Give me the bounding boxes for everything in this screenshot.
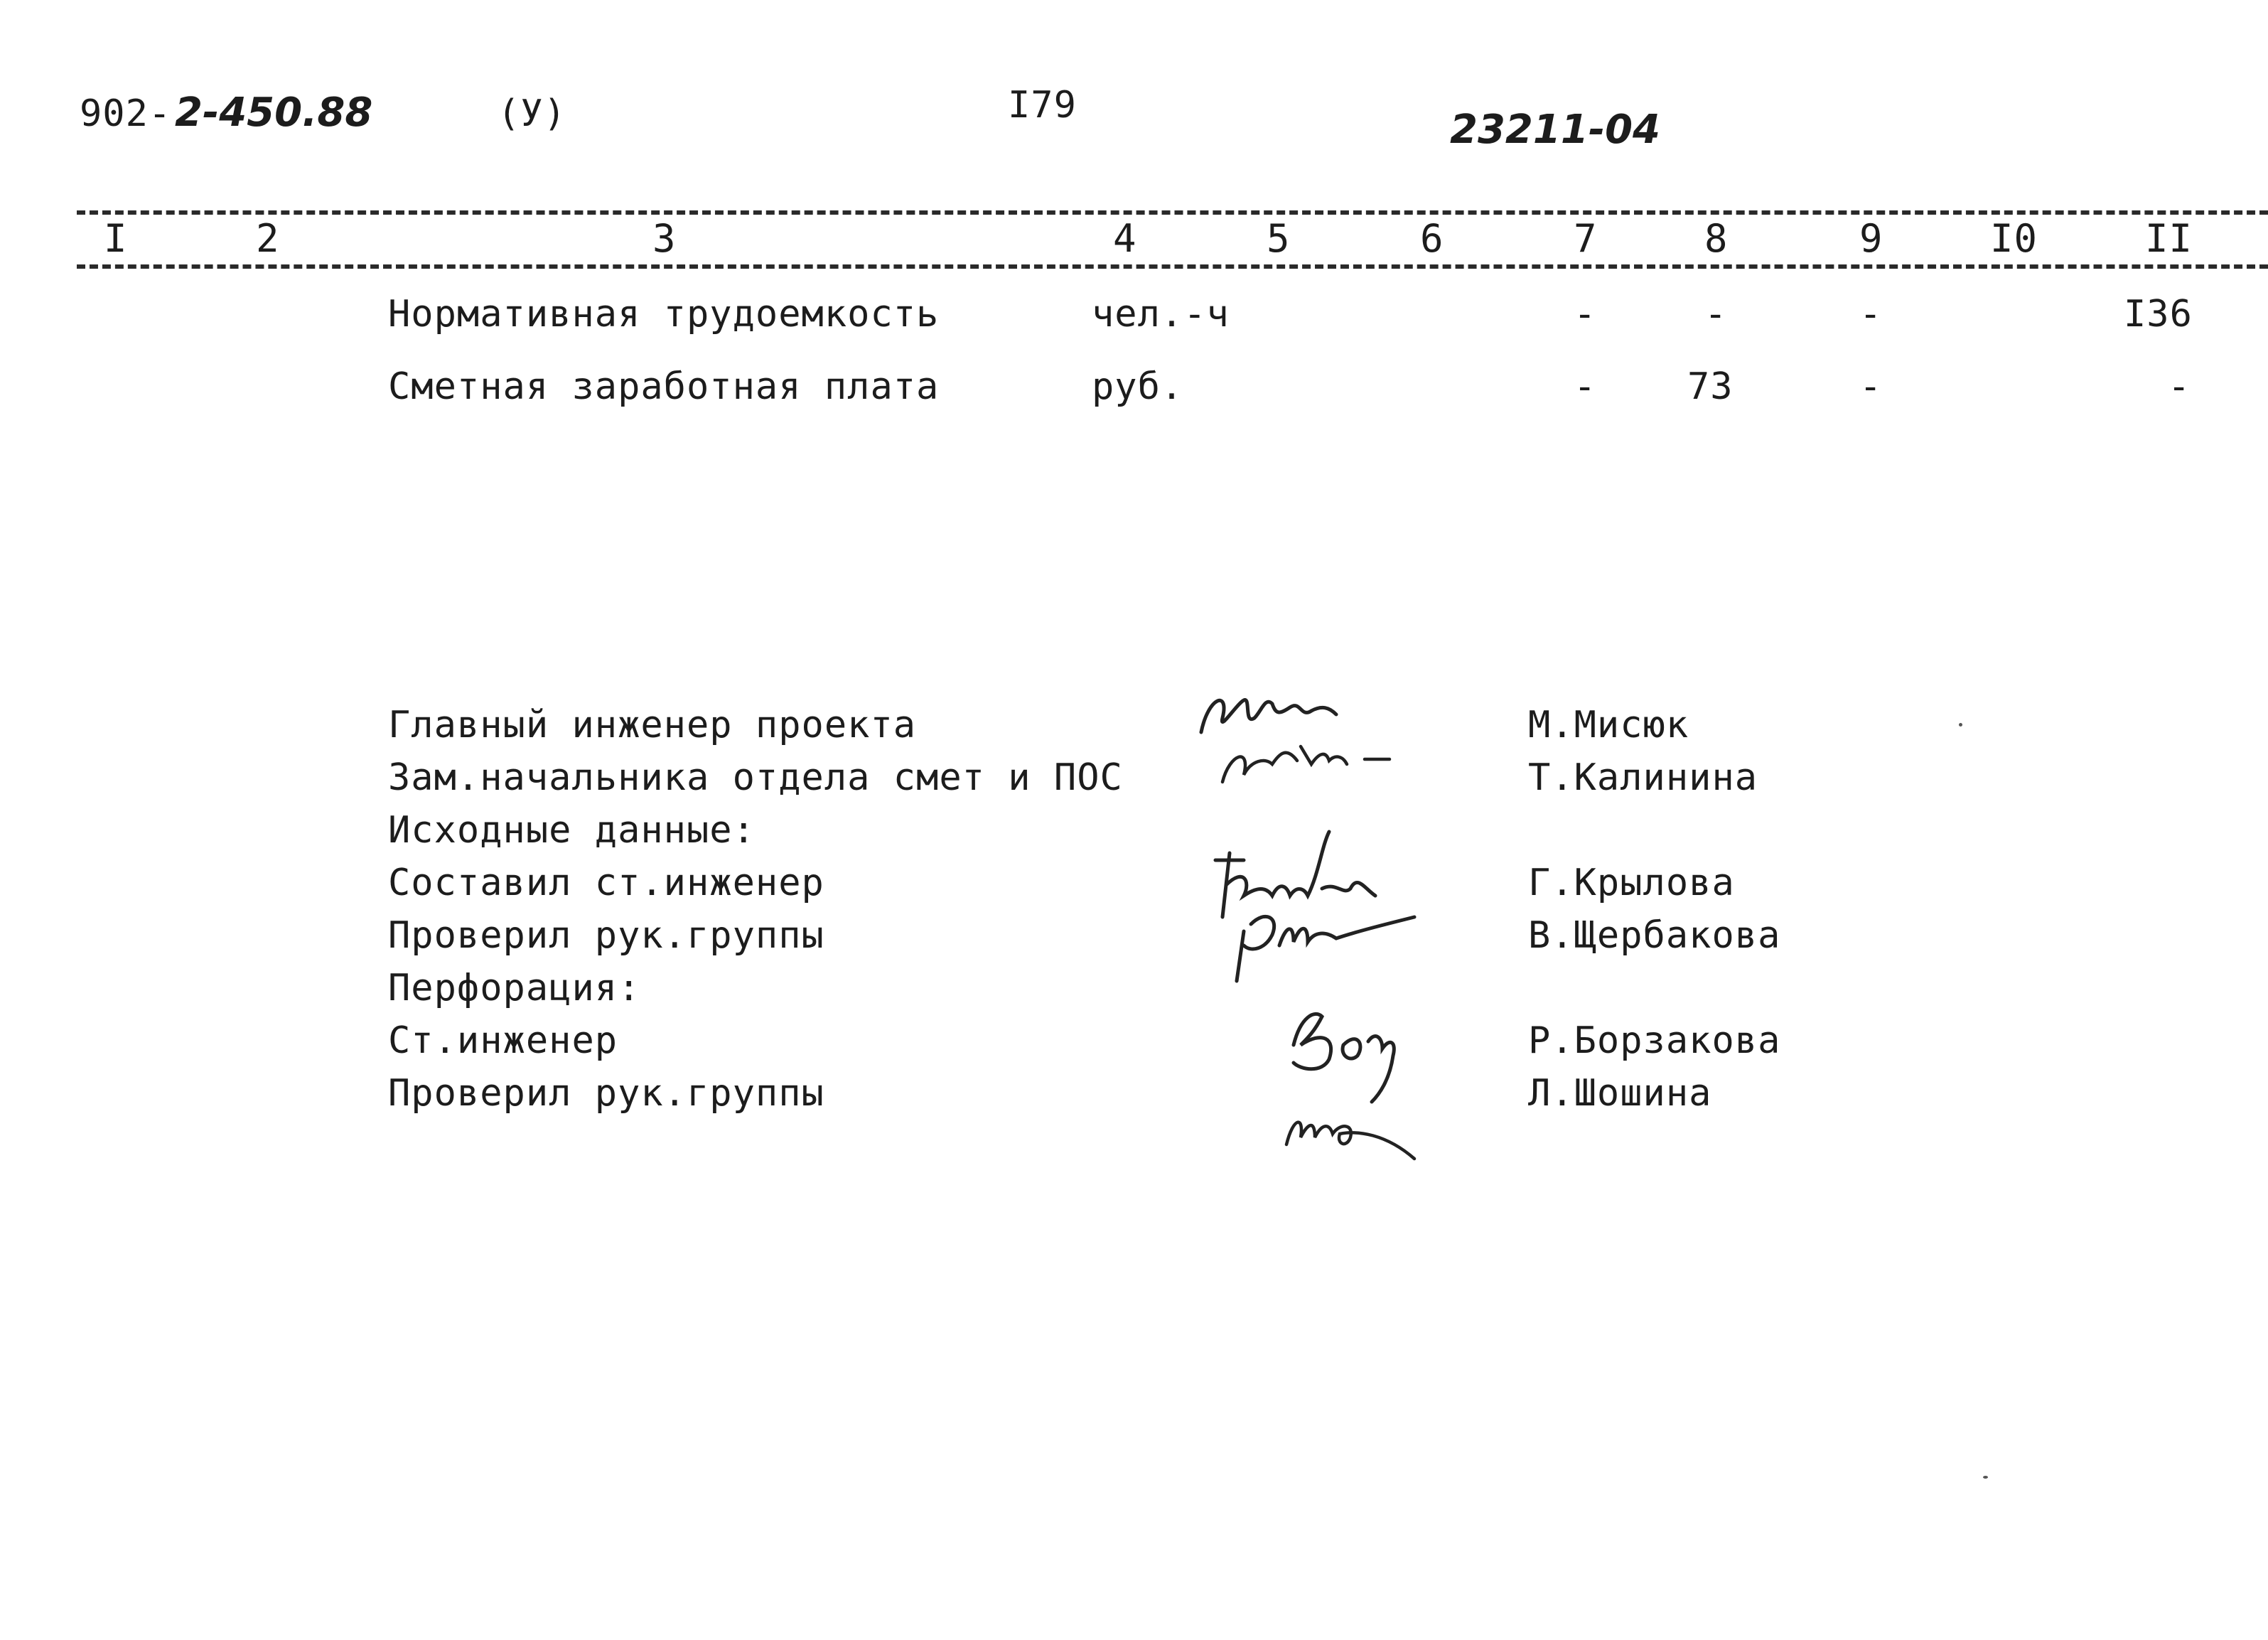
column-number-9: 9 bbox=[1859, 216, 1883, 261]
signer-name: Р.Борзакова bbox=[1528, 1019, 1781, 1062]
row-col-7: - bbox=[1574, 293, 1597, 336]
signer-name: М.Мисюк bbox=[1528, 704, 1689, 746]
row-col-9: - bbox=[1859, 293, 1883, 336]
column-number-10: I0 bbox=[1990, 216, 2038, 261]
role-checked-by: Проверил рук.группы bbox=[388, 914, 824, 957]
signer-name: Л.Шошина bbox=[1528, 1072, 1712, 1115]
scan-speck bbox=[1983, 1476, 1988, 1479]
row-name: Нормативная трудоемкость bbox=[388, 293, 940, 336]
table-header-bottom-rule bbox=[77, 264, 2268, 269]
signer-name: Т.Калинина bbox=[1528, 756, 1758, 799]
row-col-7: - bbox=[1574, 365, 1597, 408]
sheet-code-handwritten: 23211-04 bbox=[1450, 107, 1660, 153]
role-chief-engineer: Главный инженер проекта bbox=[388, 704, 917, 746]
role-checked-by-2: Проверил рук.группы bbox=[388, 1072, 824, 1115]
column-number-3: 3 bbox=[652, 216, 677, 261]
document-code-prefix: 902- bbox=[80, 92, 172, 135]
row-unit: руб. bbox=[1092, 365, 1184, 408]
scan-speck bbox=[1959, 723, 1962, 727]
row-col-8: 73 bbox=[1687, 365, 1734, 408]
signer-name: В.Щербакова bbox=[1528, 914, 1781, 957]
row-unit: чел.-ч bbox=[1092, 293, 1230, 336]
column-number-1: I bbox=[104, 216, 128, 261]
column-number-8: 8 bbox=[1704, 216, 1729, 261]
section-source-data: Исходные данные: bbox=[388, 809, 756, 852]
row-name: Сметная заработная плата bbox=[388, 365, 940, 408]
column-number-11: II bbox=[2145, 216, 2193, 261]
document-mark: (У) bbox=[498, 92, 566, 135]
row-col-8: - bbox=[1704, 293, 1728, 336]
column-number-5: 5 bbox=[1267, 216, 1291, 261]
table-header-top-rule bbox=[77, 210, 2268, 215]
row-col-9: - bbox=[1859, 365, 1883, 408]
section-perforation: Перфорация: bbox=[388, 967, 641, 1009]
role-compiled-by: Составил ст.инженер bbox=[388, 862, 824, 904]
signature-krylova bbox=[1201, 818, 1471, 1002]
role-senior-engineer: Ст.инженер bbox=[388, 1019, 618, 1062]
page-number: I79 bbox=[1008, 84, 1077, 127]
signer-name: Г.Крылова bbox=[1528, 862, 1735, 904]
column-number-4: 4 bbox=[1113, 216, 1137, 261]
signature-borzakova bbox=[1272, 988, 1464, 1166]
column-number-2: 2 bbox=[256, 216, 280, 261]
role-deputy-head: Зам.начальника отдела смет и ПОС bbox=[388, 756, 1123, 799]
column-number-7: 7 bbox=[1574, 216, 1598, 261]
document-code-handwritten: 2-450.88 bbox=[175, 90, 373, 136]
row-col-11: I36 bbox=[2124, 293, 2193, 336]
row-col-11: - bbox=[2168, 365, 2191, 408]
signature-misyuk bbox=[1194, 675, 1436, 803]
column-number-6: 6 bbox=[1420, 216, 1444, 261]
